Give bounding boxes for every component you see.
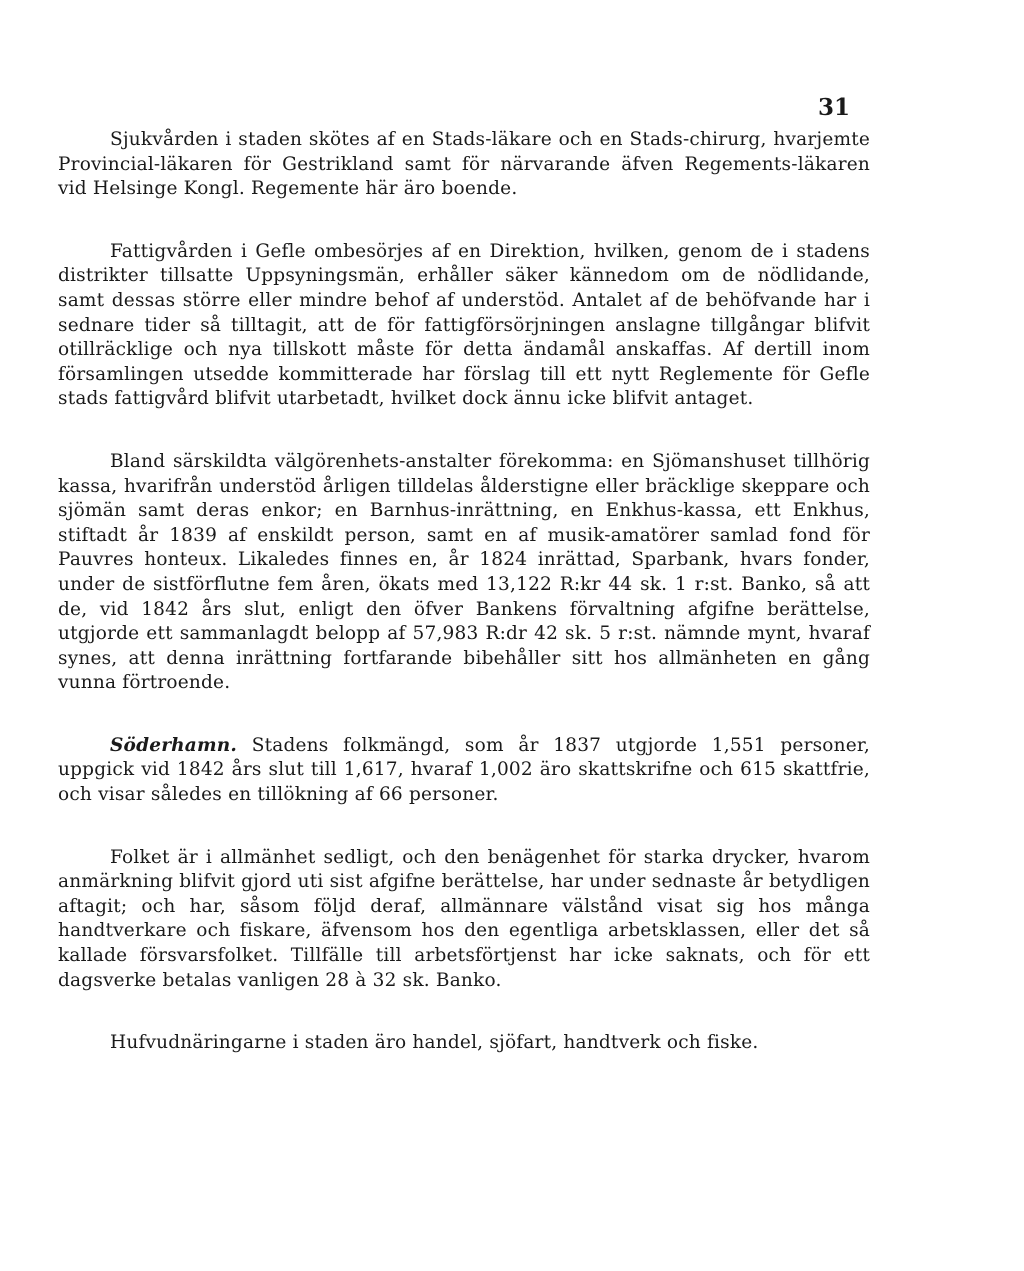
body-text [58, 128, 870, 1056]
paragraph-hufvudnaringar: Hufvudnäringarne i staden äro handel, sjöfart, handtverk och fiske. [110, 1032, 759, 1054]
paragraph-folket: Folket är i allmänhet sedligt, och den benägenhet för starka drycker, hvarom anmärkning blifvit gjord uti sist afgifne berättelse, har under sednaste år betydligen aftagit; och har, såsom följd deraf, allmännare välstånd visat sig hos många handtverkare och fiskare, äfvensom hos den egentliga arbetsklassen, eller det så kallade försvarsfolket. Tillfälle till arbetsförtjenst har icke saknats, och för ett dagsverke betalas vanligen 28 à 32 sk. Banko. [58, 846, 870, 991]
paragraph-sjukvarden: Sjukvården i staden skötes af en Stads-läkare och en Stads-chirurg, hvarjemte Provincial-läkaren för Gestrikland samt för närvarande äfven Regements-läkaren vid Helsinge Kongl. Regemente här äro boende. [58, 129, 870, 200]
paragraph-soderhamn-text: Stadens folkmängd, som år 1837 utgjorde 1,551 personer, uppgick vid 1842 års slut till 1,617, hvaraf 1,002 äro skattskrifne och 615 skattfrie, och visar således en tillökning af 66 personer. [58, 734, 870, 806]
page-number: 31 [818, 94, 851, 121]
place-name-soderhamn: Söderhamn. [110, 734, 238, 756]
paragraph-fattigvarden: Fattigvården i Gefle ombesörjes af en Direktion, hvilken, genom de i stadens distrikter tillsatte Uppsyningsmän, erhåller säker kännedom om de nödlidande, samt dessas större eller mindre behof af understöd. Antalet af de behöfvande har i sednare tider så tilltagit, att de för fattigförsörjningen anslagne tillgångar blifvit otillräcklige och nya tillskott måste för detta ändamål anskaffas. Af dertill inom församlingen utsedde kommitterade har förslag till ett nytt Reglemente för Gefle stads fattigvård blifvit utarbetadt, hvilket dock ännu icke blifvit antaget. [58, 240, 870, 410]
paragraph-valgorenhet: Bland särskildta välgörenhets-anstalter förekomma: en Sjömanshuset tillhörig kassa, hvarifrån understöd årligen tilldelas ålderstigne eller bräcklige skeppare och sjömän samt deras enkor; en Barnhus-inrättning, en Enkhus-kassa, ett Enkhus, stiftadt år 1839 af enskildt person, samt en af musik-amatörer samlad fond för Pauvres honteux. Likaledes finnes en, år 1824 inrättad, Sparbank, hvars fonder, under de sistförflutne fem åren, ökats med 13,122 R:kr 44 sk. 1 r:st. Banko, så att de, vid 1842 års slut, enligt den öfver Bankens förvaltning afgifne berättelse, utgjorde ett sammanlagdt belopp af 57,983 R:dr 42 sk. 5 r:st. nämnde mynt, hvaraf synes, att denna inrättning fortfarande bibehåller sitt hos allmänheten en gång vunna förtroende. [58, 450, 870, 694]
paragraph-soderhamn [58, 734, 870, 808]
